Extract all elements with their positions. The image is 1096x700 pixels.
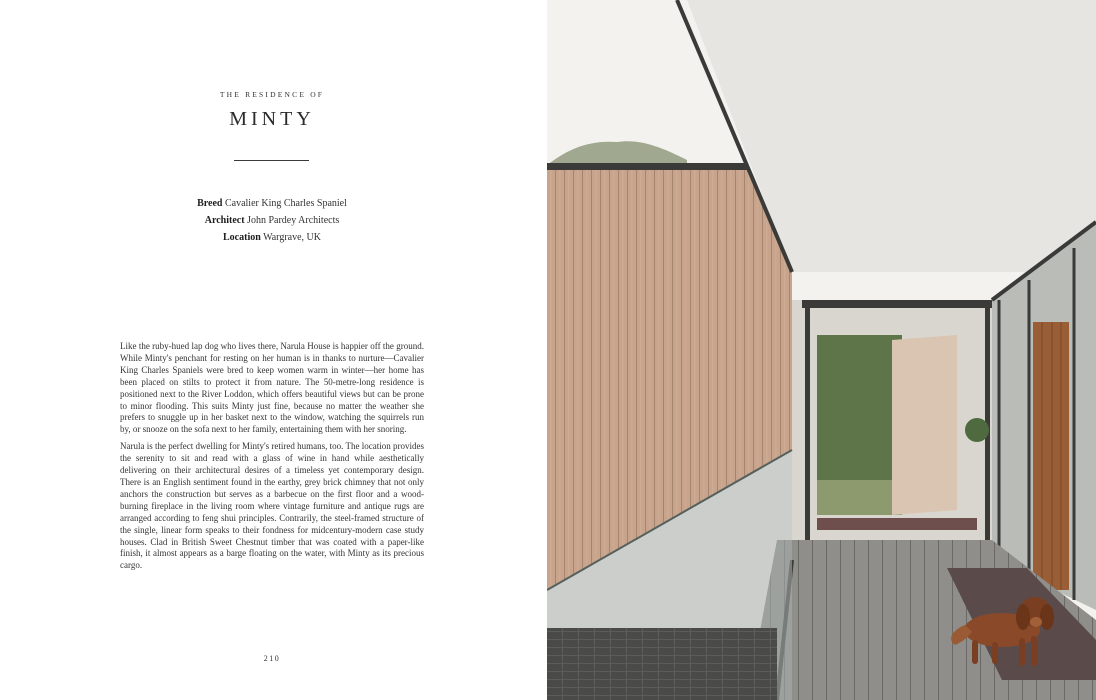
detail-label: Breed [197, 198, 223, 209]
detail-value: Cavalier King Charles Spaniel [224, 198, 347, 209]
dog-on-terrace-photo [547, 0, 1096, 700]
body-paragraph: Like the ruby-hued lap dog who lives there, Narula House is happier off the ground. While Minty's penchant for resting on her human is in thanks to nurture—Cavalier King Charles Spaniels were bred to keep women warm in winter—her home has been placed on stilts to protect it from nature. The 50-metre-long residence is positioned next to the River Loddon, which offers beautiful views but can be prone to minor flooding. This suits Minty just fine, because no matter the weather she prefers to snuggle up in her basket next to the window, watching the squirrels run by, or snooze on the sofa next to her family, entertaining them with her snoring. [120, 341, 424, 435]
detail-label: Location [223, 232, 261, 243]
door-frame-top [802, 300, 992, 308]
door-frame-right [985, 300, 990, 540]
page-number: 210 [263, 654, 281, 663]
detail-location [0, 229, 544, 246]
door-frame-left [805, 300, 810, 540]
left-page [0, 0, 547, 700]
timber-door [1033, 322, 1069, 590]
photo-illustration [547, 0, 1096, 700]
detail-value: John Pardey Architects [247, 215, 340, 226]
detail-architect [0, 212, 544, 229]
residence-overline: THE RESIDENCE OF [219, 90, 325, 99]
article-body [120, 341, 424, 577]
roof-edge [547, 163, 747, 170]
detail-label: Architect [204, 215, 245, 226]
title-divider [234, 160, 309, 161]
detail-breed [0, 195, 544, 212]
residence-title: MINTY [229, 108, 315, 130]
inner-mat [817, 518, 977, 530]
garden-lawn [817, 480, 902, 515]
detail-value: Wargrave, UK [263, 232, 321, 243]
body-paragraph: Narula is the perfect dwelling for Minty's retired humans, too. The location provides the serenity to sit and read with a glass of wine in hand while aesthetically delivering on their architectural desires of a timeless yet contemporary design. There is an English sentiment found in the earthy, grey brick chimney that not only anchors the construction but serves as a barbecue on the first floor and a wood-burning fireplace in the living room where vintage furniture and antique rugs are arranged according to feng shui principles. Contrarily, the steel-framed structure of the single, linear form speaks to their fondness for midcentury-modern case study houses. Clad in British Sweet Chestnut timber that was coated with a paper-like finish, it almost appears as a barge floating on the water, with Minty as its precious cargo. [120, 441, 424, 571]
plant [965, 418, 989, 442]
brick-base [547, 628, 777, 700]
neighbour-timber-wall [892, 335, 957, 515]
details-block [0, 195, 544, 246]
